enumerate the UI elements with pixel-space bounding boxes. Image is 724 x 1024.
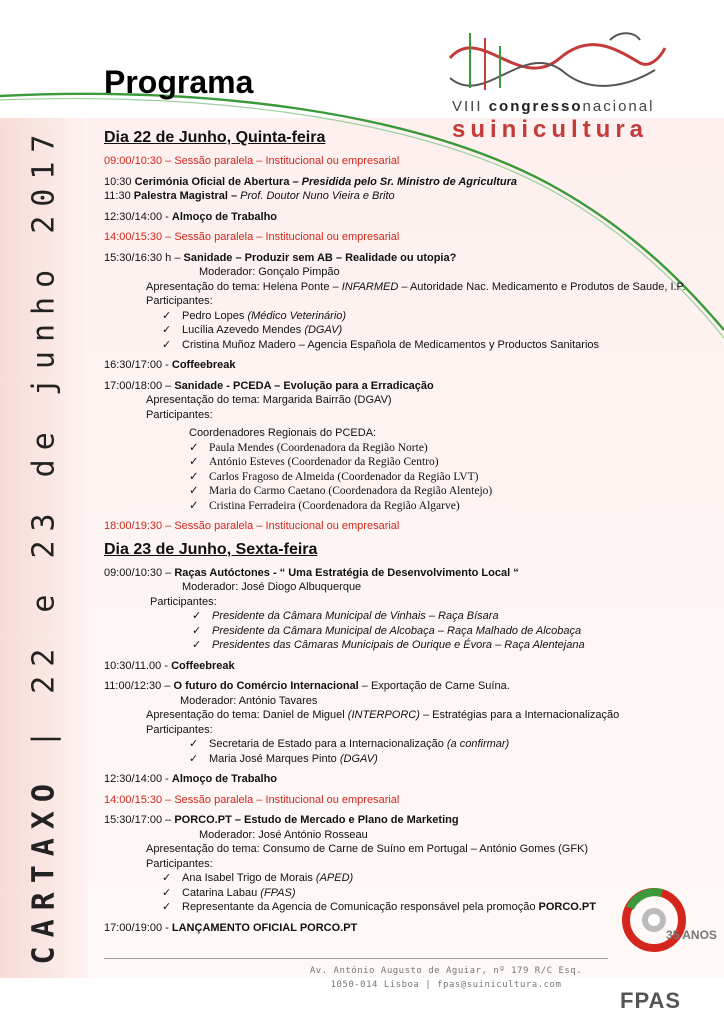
- list-item: [104, 338, 714, 353]
- check-icon: ✓: [162, 338, 172, 351]
- time: 16:30/17:00 -: [104, 359, 172, 371]
- day1-sanidade-participants-label: Participantes:: [146, 295, 213, 307]
- list-item: [104, 484, 714, 499]
- list-item: [104, 455, 714, 470]
- text-italic: (INTERPORC): [347, 709, 420, 721]
- event-detail: – Exportação de Carne Suína.: [358, 680, 510, 692]
- check-icon: ✓: [162, 872, 172, 884]
- day1-session-1: 09:00/10:30 – Sessão paralela – Institucional ou empresarial: [104, 155, 400, 167]
- list-item: [104, 499, 714, 514]
- event-title: Coffeebreak: [171, 359, 236, 371]
- programme-content: [104, 128, 714, 935]
- fpas-years-label: ANOS: [682, 928, 717, 942]
- day2-session-1: 14:00/15:30 – Sessão paralela – Institucional ou empresarial: [104, 793, 400, 806]
- list-item: [104, 309, 714, 324]
- text-italic: Presidentes das Câmaras Municipais de Ourique e Évora – Raça Alentejana: [212, 639, 585, 651]
- event-title: LANÇAMENTO OFICIAL PORCO.PT: [171, 921, 358, 934]
- day1-sanidade-presentation: [104, 280, 714, 295]
- day2-lunch: [104, 772, 714, 787]
- text: – Estratégias para a Internacionalização: [419, 709, 620, 721]
- check-icon: ✓: [162, 901, 172, 913]
- event-detail: Presidida pelo Sr. Ministro de Agricultura: [298, 175, 518, 188]
- logo-congress-text: [452, 98, 654, 115]
- day1-pceda-coordinators: Coordenadores Regionais do PCEDA:: [189, 427, 377, 439]
- day2-coffeebreak: [104, 659, 714, 674]
- event-title: Almoço de Trabalho: [171, 773, 278, 785]
- time: 09:00/10:30 –: [104, 566, 175, 579]
- day2-racas: [104, 566, 714, 581]
- text: Cristina Muñoz Madero – Agencia Española de Medicamentos y Productos Sanitarios: [182, 338, 600, 351]
- event-title: Coffeebreak: [171, 659, 235, 672]
- side-dates: 22 e 23 de junho 2017: [26, 125, 62, 694]
- check-icon: ✓: [189, 752, 199, 765]
- day1-sanidade: [104, 251, 714, 266]
- text-italic: (FPAS): [260, 886, 296, 899]
- event-title: Cerimónia Oficial de Abertura –: [134, 175, 299, 188]
- list-item: [104, 638, 714, 653]
- event-title: PORCO.PT – Estudo de Mercado e Plano de Marketing: [174, 814, 459, 826]
- check-icon: ✓: [162, 886, 172, 899]
- day1-pceda-participants-label: Participantes:: [146, 408, 213, 421]
- time: 17:00/18:00 –: [104, 379, 175, 392]
- time: 15:30/17:00 –: [104, 814, 175, 826]
- event-title: Raças Autóctones - “ Uma Estratégia de Desenvolvimento Local “: [174, 566, 519, 579]
- day1-coffeebreak: [104, 358, 714, 373]
- text-italic: (DGAV): [339, 752, 378, 765]
- side-place: CARTAXO: [26, 775, 62, 965]
- check-icon: ✓: [189, 485, 199, 497]
- day2-comercio-moderator: Moderador: António Tavares: [180, 694, 318, 707]
- text-bold: PORCO.PT: [538, 901, 596, 913]
- time: 10:30/11.00 -: [104, 659, 172, 672]
- time: 17:00/19:00 -: [104, 921, 172, 934]
- event-detail: Prof. Doutor Nuno Vieira e Brito: [237, 190, 395, 202]
- day2-porco-participants-label: Participantes:: [146, 857, 213, 870]
- time: 12:30/14:00 -: [104, 210, 172, 223]
- check-icon: ✓: [192, 639, 202, 651]
- logo-nacional: nacional: [582, 98, 655, 115]
- text-italic: INFARMED: [341, 280, 399, 293]
- fpas-name: FPAS: [620, 988, 682, 1013]
- check-icon: ✓: [189, 470, 199, 483]
- text-italic: (APED): [315, 872, 354, 884]
- footer-divider: [104, 958, 608, 959]
- text-italic: (a confirmar): [446, 738, 510, 750]
- day2-comercio-presentation: [104, 708, 714, 723]
- text: Lucília Azevedo Mendes: [182, 324, 305, 336]
- day1-session-2: 14:00/15:30 – Sessão paralela – Institucional ou empresarial: [104, 231, 400, 243]
- check-icon: ✓: [192, 624, 202, 637]
- text: Representante da Agencia de Comunicação responsável pela promoção: [182, 901, 539, 913]
- text-italic: Presidente da Câmara Municipal de Alcobaça – Raça Malhado de Alcobaça: [212, 624, 582, 637]
- list-item: [104, 752, 714, 767]
- time: 15:30/16:30 h –: [104, 251, 184, 264]
- day1-heading: Dia 22 de Junho, Quinta-feira: [104, 129, 326, 146]
- text: Ana Isabel Trigo de Morais: [182, 872, 316, 884]
- list-item: [104, 609, 714, 624]
- day2-porco: [104, 813, 714, 828]
- logo-roman: VIII: [452, 98, 489, 115]
- time: 12:30/14:00 -: [104, 773, 172, 785]
- event-title: Almoço de Trabalho: [171, 210, 278, 223]
- event-title: O futuro do Comércio Internacional: [173, 680, 359, 692]
- text: Catarina Labau: [182, 886, 261, 899]
- text: Cristina Ferradeira (Coordenadora da Região Algarve): [209, 499, 460, 512]
- day1-session-3: 18:00/19:30 – Sessão paralela – Institucional ou empresarial: [104, 520, 400, 532]
- footer-address-line2: 1050-014 Lisboa | fpas@suinicultura.com: [330, 980, 562, 990]
- day1-lunch: [104, 210, 714, 225]
- text: Secretaria de Estado para a Internacionalização: [209, 738, 447, 750]
- time: 11:30: [104, 190, 134, 202]
- check-icon: ✓: [189, 441, 199, 454]
- day2-porco-moderator: Moderador: José António Rosseau: [199, 828, 368, 841]
- check-icon: ✓: [192, 610, 202, 622]
- day1-pceda-presentation: Apresentação do tema: Margarida Bairrão (DGAV): [146, 394, 392, 406]
- text-italic: (Médico Veterinário): [247, 309, 347, 322]
- text-italic: (DGAV): [304, 324, 343, 336]
- page-title: Programa: [104, 64, 254, 100]
- check-icon: ✓: [189, 738, 199, 750]
- day1-sanidade-moderator: Moderador: Gonçalo Pimpão: [199, 266, 340, 278]
- list-item: [104, 737, 714, 752]
- text: Apresentação do tema: Helena Ponte –: [146, 280, 342, 293]
- list-item: [104, 470, 714, 485]
- text: Pedro Lopes: [182, 309, 248, 322]
- text: Maria do Carmo Caetano (Coordenadora da Região Alentejo): [209, 485, 493, 497]
- day1-keynote: [104, 189, 714, 204]
- logo-suinicultura: suinicultura: [452, 116, 649, 143]
- logo-congresso: congresso: [488, 98, 583, 115]
- fpas-years: [666, 928, 717, 942]
- text: – Autoridade Nac. Medicamento e Produtos de Saude, I.P.: [398, 280, 686, 293]
- text: António Esteves (Coordenador da Região Centro): [209, 456, 439, 468]
- check-icon: ✓: [162, 324, 172, 336]
- footer-address-line1: Av. António Augusto de Aguiar, nº 179 R/C Esq.: [309, 966, 583, 976]
- day2-racas-participants-label: Participantes:: [150, 595, 217, 608]
- fpas-years-number: 35: [666, 928, 680, 942]
- day1-opening: [104, 175, 714, 190]
- day2-heading: Dia 23 de Junho, Sexta-feira: [104, 540, 318, 558]
- footer-address: [296, 964, 596, 992]
- event-title: Palestra Magistral –: [133, 190, 238, 202]
- text: Maria José Marques Pinto: [209, 752, 340, 765]
- list-item: [104, 441, 714, 456]
- text-italic: Presidente da Câmara Municipal de Vinhais – Raça Bísara: [212, 610, 499, 622]
- text: Apresentação do tema: Daniel de Miguel: [146, 709, 348, 721]
- text: Paula Mendes (Coordenadora da Região Norte): [209, 441, 428, 454]
- day1-pceda: [104, 379, 714, 394]
- side-date-banner: CARTAXO | 22 e 23 de junho 2017: [26, 125, 62, 965]
- list-item: [104, 624, 714, 639]
- day2-comercio-participants-label: Participantes:: [146, 723, 213, 736]
- text: Carlos Fragoso de Almeida (Coordenador da Região LVT): [209, 470, 479, 483]
- day2-porco-presentation: Apresentação do tema: Consumo de Carne de Suíno em Portugal – António Gomes (GFK): [146, 843, 589, 855]
- event-title: Sanidade - PCEDA – Evolução para a Erradicação: [174, 379, 434, 392]
- list-item: [104, 323, 714, 338]
- check-icon: ✓: [162, 309, 172, 322]
- event-title: Sanidade – Produzir sem AB – Realidade ou utopia?: [183, 251, 457, 264]
- check-icon: ✓: [189, 456, 199, 468]
- day2-racas-moderator: Moderador: José Diogo Albuquerque: [182, 581, 362, 593]
- check-icon: ✓: [189, 499, 199, 512]
- day2-comercio: [104, 679, 714, 694]
- list-item: [104, 871, 714, 886]
- fpas-logo-icon: [622, 888, 692, 958]
- time: 10:30: [104, 175, 135, 188]
- time: 11:00/12:30 –: [104, 680, 174, 692]
